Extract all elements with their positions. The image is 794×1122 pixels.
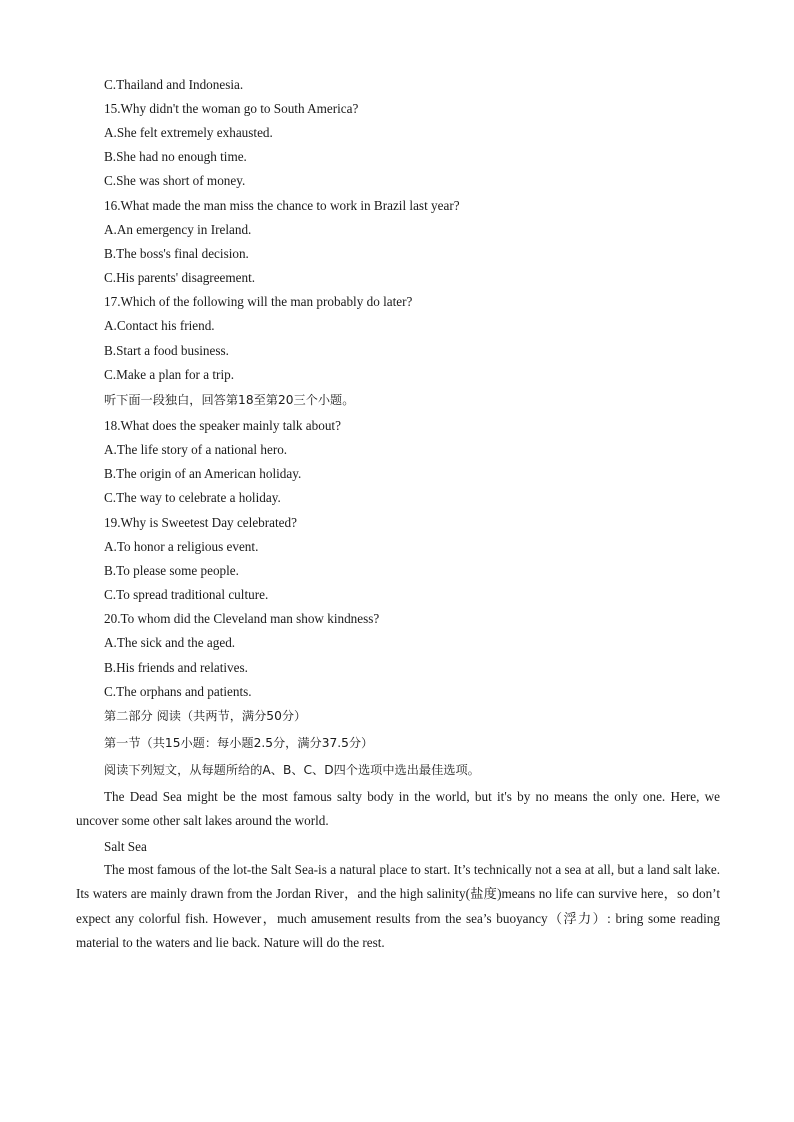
question-16-option-c: C.His parents' disagreement. xyxy=(104,270,256,285)
question-20-option-c: C.The orphans and patients. xyxy=(104,684,252,699)
question-17-stem: 17.Which of the following will the man probably do later? xyxy=(104,294,413,309)
passage-intro: The Dead Sea might be the most famous salty body in the world, but it's by no means the only one. Here, we uncover some other salt lakes around the world. xyxy=(76,789,720,829)
question-17-option-b: B.Start a food business. xyxy=(104,343,229,358)
section-one-heading: 第一节（共15小题：每小题2.5分，满分37.5分） xyxy=(104,736,374,750)
question-18-option-a: A.The life story of a national hero. xyxy=(104,442,288,457)
question-19-stem: 19.Why is Sweetest Day celebrated? xyxy=(104,515,297,530)
question-18-option-b: B.The origin of an American holiday. xyxy=(104,466,302,481)
question-15-stem: 15.Why didn't the woman go to South America? xyxy=(104,101,359,116)
question-18-option-c: C.The way to celebrate a holiday. xyxy=(104,490,281,505)
question-20-option-b: B.His friends and relatives. xyxy=(104,660,248,675)
question-15-option-c: C.She was short of money. xyxy=(104,173,246,188)
passage-body: The most famous of the lot-the Salt Sea-is a natural place to start. It’s technically not a sea at all, but a land salt lake. Its waters are mainly drawn from the Jordan River，and the high salinity(盐度)means no life can survive here，so don’t expect any colorful fish. However，much amusement results from the sea’s buoyancy（浮力）: bring some reading material to the waters and lie back. Nature will do the rest. xyxy=(76,862,720,950)
passage-subheading: Salt Sea xyxy=(104,839,147,854)
question-20-option-a: A.The sick and the aged. xyxy=(104,635,236,650)
question-16-option-b: B.The boss's final decision. xyxy=(104,246,249,261)
part-two-heading: 第二部分 阅读（共两节，满分50分） xyxy=(104,709,307,723)
reading-instruction: 阅读下列短文，从每题所给的A、B、C、D四个选项中选出最佳选项。 xyxy=(104,763,480,777)
question-15-option-a: A.She felt extremely exhausted. xyxy=(104,125,273,140)
question-18-stem: 18.What does the speaker mainly talk about? xyxy=(104,418,341,433)
monologue-instruction: 听下面一段独白，回答第18至第20三个小题。 xyxy=(104,393,355,407)
question-15-option-b: B.She had no enough time. xyxy=(104,149,247,164)
question-17-option-c: C.Make a plan for a trip. xyxy=(104,367,235,382)
question-19-option-b: B.To please some people. xyxy=(104,563,239,578)
question-19-option-a: A.To honor a religious event. xyxy=(104,539,259,554)
option-q14-c: C.Thailand and Indonesia. xyxy=(104,77,244,92)
question-20-stem: 20.To whom did the Cleveland man show kindness? xyxy=(104,611,380,626)
question-17-option-a: A.Contact his friend. xyxy=(104,318,215,333)
question-16-option-a: A.An emergency in Ireland. xyxy=(104,222,252,237)
question-19-option-c: C.To spread traditional culture. xyxy=(104,587,269,602)
question-16-stem: 16.What made the man miss the chance to work in Brazil last year? xyxy=(104,198,460,213)
